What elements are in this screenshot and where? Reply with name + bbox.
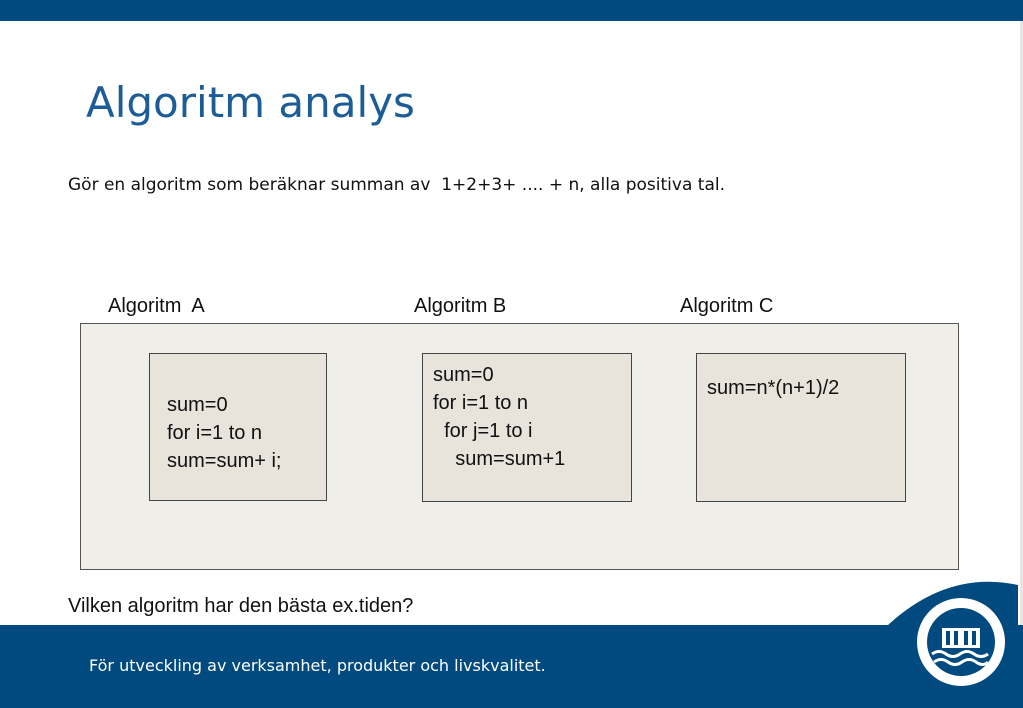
algorithm-a-label: Algoritm A <box>108 295 205 317</box>
algorithm-b-line: sum=0 <box>433 364 494 386</box>
hogskolan-halmstad-logo-icon <box>888 580 1018 708</box>
algorithm-c-box <box>696 353 906 502</box>
algorithm-b-box <box>422 353 632 502</box>
slide-title: Algoritm analys <box>86 78 415 127</box>
question-text: Vilken algoritm har den bästa ex.tiden? <box>68 595 414 617</box>
top-header-bar <box>0 0 1023 21</box>
algorithm-b-line: sum=sum+1 <box>433 448 566 470</box>
algorithm-c-label: Algoritm C <box>680 295 774 317</box>
algorithm-a-box <box>149 353 327 501</box>
algorithm-a-line: sum=0 <box>167 394 228 416</box>
slide-subtitle: Gör en algoritm som beräknar summan av 1+2+3+ .... + n, alla positiva tal. <box>68 175 725 195</box>
algorithm-a-line: for i=1 to n <box>167 422 263 444</box>
algorithm-b-line: for j=1 to i <box>433 420 533 442</box>
algorithm-b-label: Algoritm B <box>414 295 507 317</box>
footer-tagline: För utveckling av verksamhet, produkter och livskvalitet. <box>89 656 546 675</box>
algorithm-c-line: sum=n*(n+1)/2 <box>707 377 840 399</box>
algorithm-a-line: sum=sum+ i; <box>167 450 282 472</box>
algorithm-b-line: for i=1 to n <box>433 392 529 414</box>
